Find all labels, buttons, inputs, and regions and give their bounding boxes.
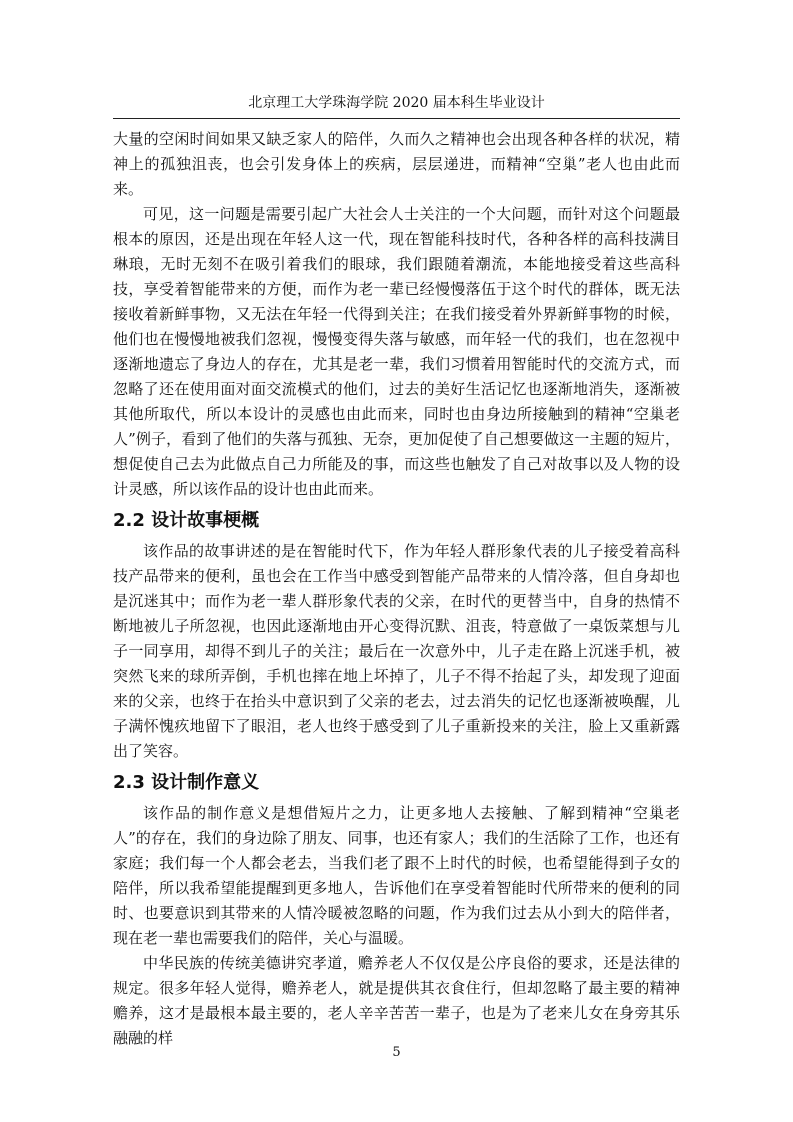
paragraph-inspiration: 可见，这一问题是需要引起广大社会人士关注的一个大问题，而针对这个问题最根本的原因，还是出现在年轻人这一代，现在智能科技时代，各种各样的高科技满目琳琅，无时无刻不在吸引着我们的眼球，我们跟随着潮流，本能地接受着这些高科技，享受着智能带来的方便，而作为老一辈已经慢慢落伍于这个时代的群体，既无法接收着新鲜事物，又无法在年轻一代得到关注；在我们接受着外界新鲜事物的时候，他们也在慢慢地被我们忽视，慢慢变得失落与敏感，而年轻一代的我们，也在忽视中逐渐地遗忘了身边人的存在，尤其是老一辈，我们习惯着用智能时代的交流方式，而忽略了还在使用面对面交流模式的他们，过去的美好生活记忆也逐渐地消失，逐渐被其他所取代，所以本设计的灵感也由此而来，同时也由身边所接触到的精神“空巢老人”例子，看到了他们的失落与孤独、无奈，更加促使了自己想要做这一主题的短片，想促使自己去为此做点自己力所能及的事，而这些也触发了自己对故事以及人物的设计灵感，所以该作品的设计也由此而来。	[113, 205, 680, 498]
paragraph-production-meaning: 该作品的制作意义是想借短片之力，让更多地人去接触、了解到精神“空巢老人”的存在，我们的身边除了朋友、同事，也还有家人；我们的生活除了工作，也还有家庭；我们每一个人都会老去，当我们老了跟不上时代的时候，也希望能得到子女的陪伴，所以我希望能提醒到更多地人，告诉他们在享受着智能时代所带来的便利的同时、也要意识到其带来的人情冷暖被忽略的问题，作为我们过去从小到大的陪伴者，现在老一辈也需要我们的陪伴，关心与温暖。	[113, 804, 680, 947]
header-divider	[113, 118, 680, 119]
section-heading-production-meaning: 2.3 设计制作意义	[113, 772, 260, 793]
paragraph-filial-piety: 中华民族的传统美德讲究孝道，赡养老人不仅仅是公序良俗的要求，还是法律的规定。很多年轻人觉得，赡养老人，就是提供其衣食住行，但却忽略了最主要的精神赡养，这才是最根本最主要的，老人辛辛苦苦一辈子，也是为了老来儿女在身旁其乐融融的样	[113, 954, 680, 1047]
section-heading-story-summary: 2.2 设计故事梗概	[113, 510, 260, 531]
paragraph-continued: 大量的空闲时间如果又缺乏家人的陪伴，久而久之精神也会出现各种各样的状况，精神上的孤独沮丧，也会引发身体上的疾病，层层递进，而精神“空巢”老人也由此而来。	[113, 130, 680, 198]
document-body	[113, 127, 680, 1051]
page-number: 5	[392, 1045, 401, 1060]
page-header: 北京理工大学珠海学院 2020 届本科生毕业设计	[248, 95, 545, 111]
paragraph-story-summary: 该作品的故事讲述的是在智能时代下，作为年轻人群形象代表的儿子接受着高科技产品带来的便利，虽也会在工作当中感受到智能产品带来的人情冷落，但自身却也是沉迷其中；而作为老一辈人群形象代表的父亲，在时代的更替当中，自身的热情不断地被儿子所忽视，也因此逐渐地由开心变得沉默、沮丧，特意做了一桌饭菜想与儿子一同享用，却得不到儿子的关注；最后在一次意外中，儿子走在路上沉迷手机，被突然飞来的球所弄倒，手机也摔在地上坏掉了，儿子不得不抬起了头，却发现了迎面来的父亲，也终于在抬头中意识到了父亲的老去，过去消失的记忆也逐渐被唤醒，儿子满怀愧疚地留下了眼泪，老人也终于感受到了儿子重新投来的关注，脸上又重新露出了笑容。	[113, 542, 680, 760]
